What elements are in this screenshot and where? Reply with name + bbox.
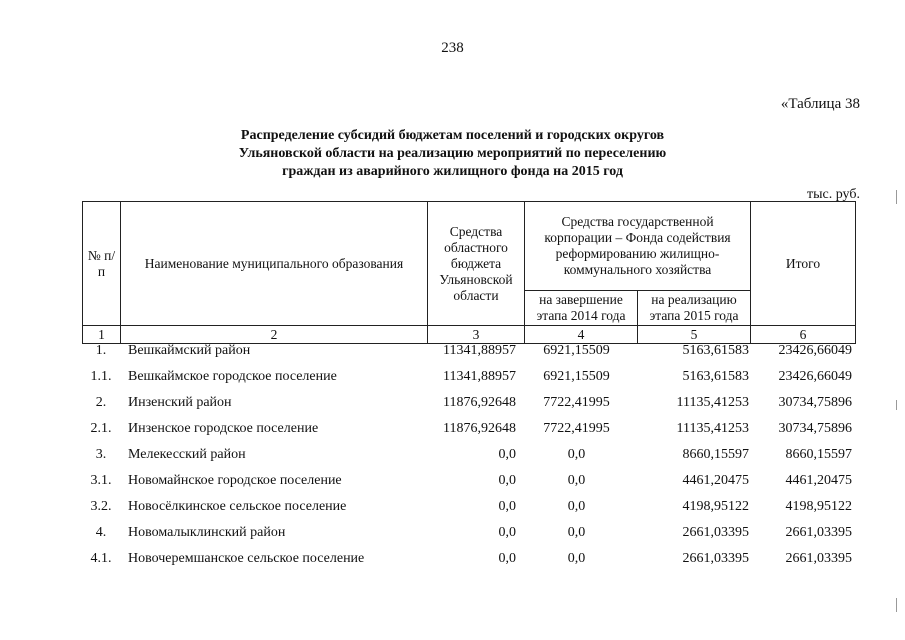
row-regional-budget: 0,0 [498, 499, 516, 514]
row-stage-2014: 0,0 [567, 499, 586, 514]
row-number: 3.2. [90, 499, 112, 514]
row-total: 30734,75896 [778, 421, 852, 436]
table-row [82, 551, 854, 577]
row-stage-2015: 2661,03395 [682, 551, 749, 566]
row-regional-budget: 0,0 [498, 473, 516, 488]
row-regional-budget: 11876,92648 [443, 395, 516, 410]
row-stage-2014: 0,0 [567, 473, 586, 488]
column-number: 6 [751, 326, 856, 344]
table-header [82, 201, 856, 344]
table-row [82, 369, 854, 395]
header-regional-budget: Средства областного бюджета Ульяновской области [428, 202, 525, 326]
row-name: Новочеремшанское сельское поселение [128, 551, 365, 566]
row-stage-2014: 6921,15509 [543, 343, 610, 358]
row-total: 30734,75896 [778, 395, 852, 410]
column-number: 1 [83, 326, 121, 344]
row-total: 2661,03395 [785, 525, 852, 540]
table-row [82, 421, 854, 447]
row-stage-2015: 8660,15597 [682, 447, 749, 462]
row-regional-budget: 11341,88957 [443, 343, 516, 358]
page-number: 238 [441, 40, 464, 56]
header-stage-2015: на реализацию этапа 2015 года [638, 291, 751, 326]
row-stage-2014: 6921,15509 [543, 369, 610, 384]
row-stage-2015: 4461,20475 [682, 473, 749, 488]
units-label: тыс. руб. [807, 187, 860, 202]
row-name: Мелекесский район [128, 447, 246, 462]
row-total: 4198,95122 [785, 499, 852, 514]
row-number: 1. [95, 343, 107, 358]
table-row [82, 447, 854, 473]
row-regional-budget: 11876,92648 [443, 421, 516, 436]
row-stage-2015: 11135,41253 [676, 421, 749, 436]
header-name: Наименование муниципального образования [121, 202, 428, 326]
row-number: 4. [95, 525, 107, 540]
header-fund: Средства государственной корпорации – Фонда содействия реформированию жилищно-коммунального хозяйства [525, 202, 751, 291]
row-number: 3. [95, 447, 107, 462]
row-name: Новосёлкинское сельское поселение [128, 499, 347, 514]
row-stage-2015: 4198,95122 [682, 499, 749, 514]
row-stage-2015: 11135,41253 [676, 395, 749, 410]
row-stage-2015: 5163,61583 [682, 369, 749, 384]
row-regional-budget: 11341,88957 [443, 369, 516, 384]
row-stage-2014: 0,0 [567, 447, 586, 462]
row-stage-2015: 2661,03395 [682, 525, 749, 540]
row-name: Вешкаймское городское поселение [128, 369, 337, 384]
table-reference: «Таблица 38 [780, 96, 860, 112]
row-name: Новомалыклинский район [128, 525, 286, 540]
row-number: 3.1. [90, 473, 112, 488]
row-total: 8660,15597 [785, 447, 852, 462]
row-stage-2014: 0,0 [567, 525, 586, 540]
header-number: № п/п [83, 202, 121, 326]
title-line: Ульяновской области на реализацию мероприятий по переселению [238, 146, 667, 161]
row-regional-budget: 0,0 [498, 447, 516, 462]
header-total: Итого [751, 202, 856, 326]
table-row [82, 473, 854, 499]
row-total: 23426,66049 [778, 343, 852, 358]
data-table [82, 343, 854, 577]
row-regional-budget: 0,0 [498, 525, 516, 540]
row-stage-2014: 7722,41995 [543, 395, 610, 410]
scan-mark [896, 598, 897, 612]
header-stage-2014: на завершение этапа 2014 года [525, 291, 638, 326]
row-total: 23426,66049 [778, 369, 852, 384]
row-stage-2014: 0,0 [567, 551, 586, 566]
row-name: Инзенское городское поселение [128, 421, 319, 436]
column-number: 5 [638, 326, 751, 344]
row-regional-budget: 0,0 [498, 551, 516, 566]
column-number: 2 [121, 326, 428, 344]
title-line: Распределение субсидий бюджетам поселений и городских округов [240, 128, 665, 143]
row-number: 2. [95, 395, 107, 410]
row-stage-2015: 5163,61583 [682, 343, 749, 358]
row-name: Вешкаймский район [128, 343, 251, 358]
row-stage-2014: 7722,41995 [543, 421, 610, 436]
document-title [0, 127, 905, 181]
scan-mark [896, 190, 897, 204]
column-number: 3 [428, 326, 525, 344]
table-row [82, 395, 854, 421]
row-number: 4.1. [90, 551, 112, 566]
table-row [82, 343, 854, 369]
row-name: Новомайнское городское поселение [128, 473, 342, 488]
row-total: 4461,20475 [785, 473, 852, 488]
row-number: 2.1. [90, 421, 112, 436]
scan-mark [896, 400, 897, 410]
table-row [82, 499, 854, 525]
column-number: 4 [525, 326, 638, 344]
title-line: граждан из аварийного жилищного фонда на 2015 год [282, 164, 623, 179]
row-name: Инзенский район [128, 395, 232, 410]
row-total: 2661,03395 [785, 551, 852, 566]
table-row [82, 525, 854, 551]
row-number: 1.1. [90, 369, 112, 384]
